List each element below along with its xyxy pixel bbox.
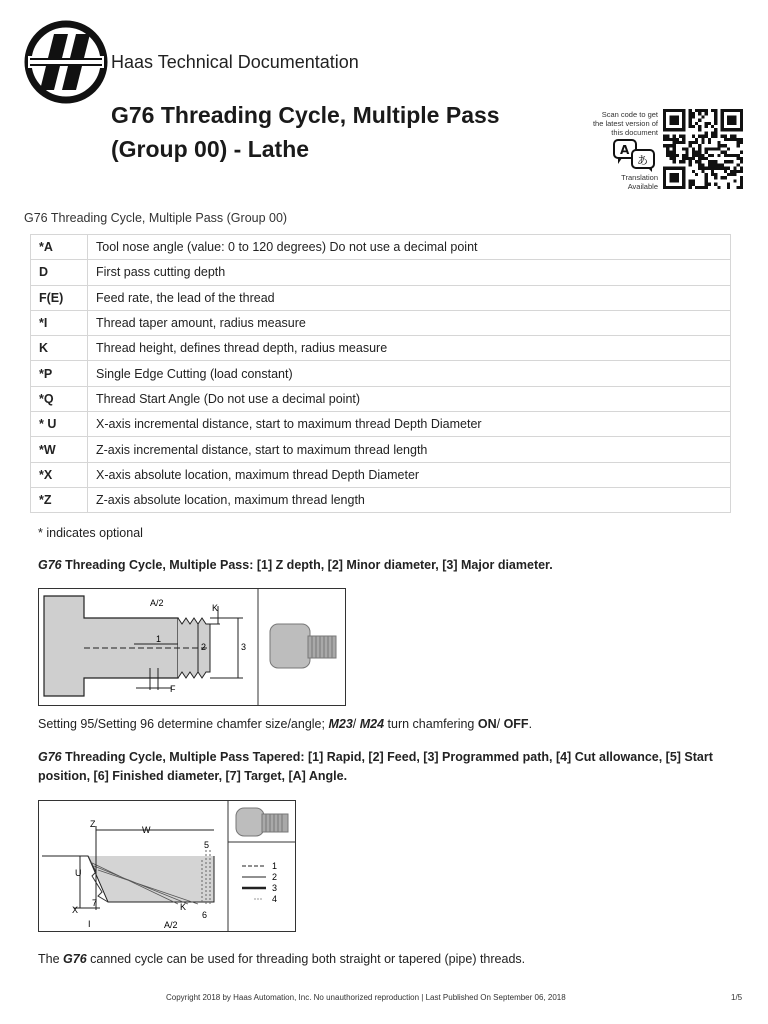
table-row	[31, 437, 731, 462]
fig2-label-x: X	[72, 905, 79, 915]
table-row	[31, 235, 731, 260]
setting-note	[38, 717, 532, 731]
table-row	[31, 412, 731, 437]
copyright-text: Copyright 2018 by Haas Automation, Inc. No unauthorized reproduction | Last Published On September 06, 2018	[166, 993, 566, 1002]
fig1-label-1: 1	[156, 634, 162, 644]
haas-logo	[24, 20, 108, 104]
table-row	[31, 310, 731, 335]
param-code: *Q	[31, 386, 88, 411]
table-row	[31, 336, 731, 361]
param-code: *P	[31, 361, 88, 386]
setting-note-slash: /	[352, 717, 360, 731]
section-heading: G76 Threading Cycle, Multiple Pass (Group 00)	[24, 211, 288, 225]
fig1-label-k: K	[212, 603, 219, 613]
table-row	[31, 361, 731, 386]
fig2-label-a2: A/2	[164, 920, 178, 930]
canned-note-pre: The	[38, 952, 64, 966]
param-code: *A	[31, 235, 88, 260]
qr-caption-bottom: Translation Available	[621, 173, 658, 191]
canned-note-code: G76	[63, 952, 87, 966]
caption2-text: Threading Cycle, Multiple Pass Tapered: [1] Rapid, [2] Feed, [3] Programmed path, [4] Cut allowance, [5] Start position, [6] Finished diameter, [7] Target, [A] Angle.	[38, 750, 713, 783]
param-description: Z-axis incremental distance, start to maximum thread length	[88, 437, 731, 462]
m24-code: M24	[359, 717, 385, 731]
param-description: Thread height, defines thread depth, radius measure	[88, 336, 731, 361]
fig2-label-i: I	[88, 919, 91, 929]
figure1-caption	[38, 556, 738, 575]
page-number: 1/5	[731, 993, 743, 1002]
param-code: K	[31, 336, 88, 361]
caption1-text: Threading Cycle, Multiple Pass: [1] Z depth, [2] Minor diameter, [3] Major diameter.	[61, 558, 553, 572]
table-row	[31, 462, 731, 487]
m23-code: M23	[328, 717, 353, 731]
table-row	[31, 386, 731, 411]
qr-code[interactable]	[663, 108, 743, 190]
page-title-line2: (Group 00) - Lathe	[111, 136, 310, 162]
translation-icon	[612, 138, 658, 172]
fig2-label-w: W	[142, 825, 151, 835]
param-description: Thread Start Angle (Do not use a decimal point)	[88, 386, 731, 411]
fig2-label-k: K	[180, 902, 187, 912]
param-description: First pass cutting depth	[88, 260, 731, 285]
param-code: *W	[31, 437, 88, 462]
optional-note: * indicates optional	[38, 526, 143, 540]
param-code: *Z	[31, 487, 88, 512]
legend-item-3: 3	[272, 883, 278, 893]
param-code: D	[31, 260, 88, 285]
param-description: X-axis absolute location, maximum thread Depth Diameter	[88, 462, 731, 487]
param-description: Feed rate, the lead of the thread	[88, 285, 731, 310]
table-row	[31, 260, 731, 285]
setting-note-slash2: /	[496, 717, 504, 731]
caption2-code: G76	[38, 750, 62, 764]
param-description: Thread taper amount, radius measure	[88, 310, 731, 335]
brand-name: Haas Technical Documentation	[111, 52, 359, 72]
qr-caption-top: Scan code to get the latest version of this document	[592, 110, 658, 137]
legend-item-1: 1	[272, 861, 278, 871]
param-code: *X	[31, 462, 88, 487]
svg-text:A: A	[620, 143, 630, 157]
param-description: Tool nose angle (value: 0 to 120 degrees) Do not use a decimal point	[88, 235, 731, 260]
table-row	[31, 487, 731, 512]
on-label: ON	[477, 717, 497, 731]
param-description: X-axis incremental distance, start to maximum thread Depth Diameter	[88, 412, 731, 437]
param-description: Z-axis absolute location, maximum thread length	[88, 487, 731, 512]
param-description: Single Edge Cutting (load constant)	[88, 361, 731, 386]
canned-note-post: canned cycle can be used for threading both straight or tapered (pipe) threads.	[86, 952, 526, 966]
legend-item-2: 2	[272, 872, 278, 882]
tapered-threading-diagram	[38, 800, 296, 932]
fig2-label-5: 5	[204, 840, 210, 850]
setting-note-pre: Setting 95/Setting 96 determine chamfer size/angle;	[38, 717, 329, 731]
canned-cycle-note	[38, 952, 525, 966]
setting-note-mid: turn chamfering	[384, 717, 478, 731]
fig2-label-z: Z	[90, 819, 96, 829]
param-code: F(E)	[31, 285, 88, 310]
threading-diagram	[38, 588, 346, 706]
fig2-label-7: 7	[92, 898, 98, 908]
off-label: OFF	[503, 717, 529, 731]
caption1-code: G76	[38, 558, 62, 572]
fig2-label-6: 6	[202, 910, 208, 920]
fig1-label-f: F	[170, 684, 176, 694]
table-row	[31, 285, 731, 310]
parameter-table	[30, 234, 731, 513]
legend-item-4: 4	[272, 894, 278, 904]
fig1-label-a2: A/2	[150, 598, 164, 608]
figure2-caption	[38, 748, 728, 786]
fig2-label-u: U	[75, 868, 82, 878]
fig1-label-3: 3	[241, 642, 247, 652]
param-code: * U	[31, 412, 88, 437]
param-code: *I	[31, 310, 88, 335]
setting-note-end: .	[528, 717, 533, 731]
fig1-label-2: 2	[201, 642, 207, 652]
svg-text:あ: あ	[637, 154, 648, 167]
page-title	[111, 98, 571, 166]
page-title-line1: G76 Threading Cycle, Multiple Pass	[111, 102, 500, 128]
